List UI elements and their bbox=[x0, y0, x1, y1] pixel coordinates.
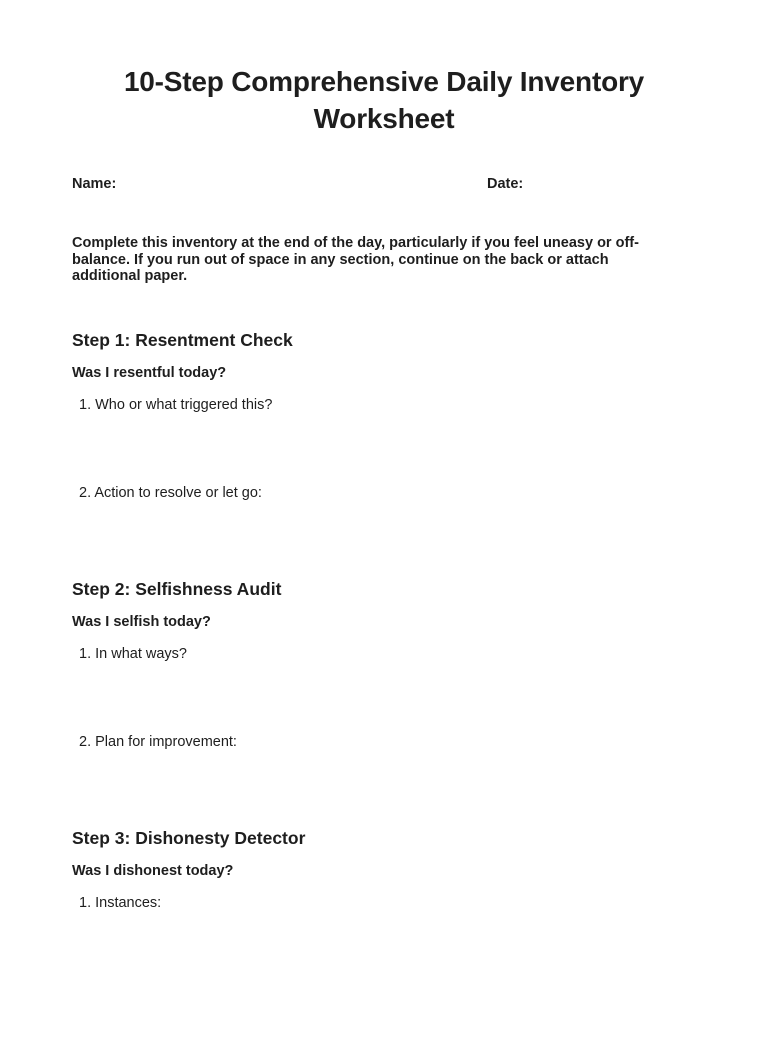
step-2-item-1: 1. In what ways? bbox=[79, 645, 187, 662]
step-2-section bbox=[72, 579, 696, 751]
step-1-section bbox=[72, 330, 696, 502]
name-date-row bbox=[72, 176, 696, 193]
step-1-item-2: 2. Action to resolve or let go: bbox=[79, 484, 262, 501]
step-3-heading: Step 3: Dishonesty Detector bbox=[72, 827, 306, 848]
step-1-question: Was I resentful today? bbox=[72, 364, 227, 381]
step-1-item-1: 1. Who or what triggered this? bbox=[79, 396, 273, 413]
step-2-item-2: 2. Plan for improvement: bbox=[79, 733, 237, 750]
step-2-question: Was I selfish today? bbox=[72, 613, 211, 630]
step-3-question: Was I dishonest today? bbox=[72, 862, 234, 879]
step-1-heading: Step 1: Resentment Check bbox=[72, 329, 293, 350]
step-3-item-1: 1. Instances: bbox=[79, 894, 162, 911]
name-label: Name: bbox=[72, 176, 117, 192]
date-label: Date: bbox=[487, 176, 524, 192]
instructions-paragraph: Complete this inventory at the end of the day, particularly if you feel uneasy or off-balance. If you run out of space in any section, continue on the back or attach additional paper. bbox=[72, 235, 639, 284]
step-2-heading: Step 2: Selfishness Audit bbox=[72, 578, 282, 599]
page-title: 10-Step Comprehensive Daily Inventory Worksheet bbox=[123, 66, 645, 134]
step-3-section bbox=[72, 828, 696, 912]
